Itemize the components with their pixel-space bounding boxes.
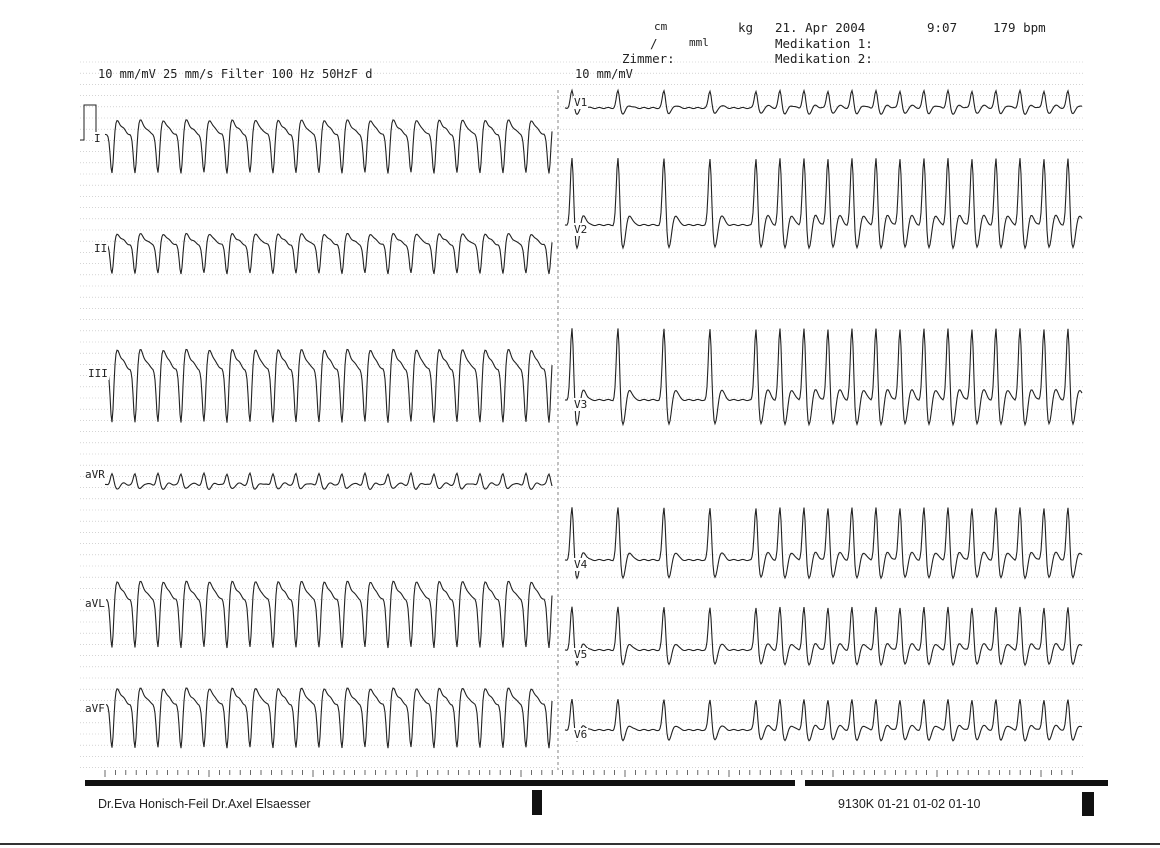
unit-mml: mml [689, 36, 709, 49]
lead-label-v6: V6 [574, 728, 588, 741]
slash-mark: / [650, 36, 658, 51]
physician-names: Dr.Eva Honisch-Feil Dr.Axel Elsaesser [98, 797, 311, 811]
lead-label-i: I [94, 132, 101, 145]
medication-1: Medikation 1: [775, 36, 873, 51]
lead-trace-iii [105, 350, 552, 423]
record-date: 21. Apr 2004 [775, 20, 866, 35]
footer-rule-right [805, 780, 1108, 786]
room-label: Zimmer: [622, 51, 675, 66]
lead-label-v5: V5 [574, 648, 588, 661]
settings-left: 10 mm/mV 25 mm/s Filter 100 Hz 50HzF d [98, 67, 373, 81]
lead-label-avl: aVL [85, 597, 105, 610]
lead-label-avr: aVR [85, 468, 105, 481]
height-unit: cm [654, 20, 668, 33]
footer-marker-left [532, 790, 542, 815]
lead-trace-v1 [565, 90, 1082, 114]
device-code: 9130K 01-21 01-02 01-10 [838, 797, 981, 811]
medication-2: Medikation 2: [775, 51, 873, 66]
lead-label-v3: V3 [574, 398, 588, 411]
lead-trace-v4 [565, 507, 1082, 578]
settings-right: 10 mm/mV [575, 67, 633, 81]
lead-trace-v2 [565, 158, 1082, 248]
lead-label-v1: V1 [574, 96, 588, 109]
lead-label-avf: aVF [85, 702, 105, 715]
footer-marker-right [1082, 792, 1094, 816]
lead-trace-v3 [565, 328, 1082, 424]
lead-label-v2: V2 [574, 223, 588, 236]
lead-trace-avr [105, 473, 552, 490]
weight-unit: kg [738, 20, 754, 35]
page-edge-line [0, 843, 1160, 845]
lead-trace-v5 [565, 607, 1082, 665]
lead-trace-v6 [565, 699, 1082, 741]
lead-trace-i [105, 120, 552, 174]
footer-rule-left [85, 780, 795, 786]
lead-trace-ii [105, 234, 552, 275]
lead-label-v4: V4 [574, 558, 588, 571]
lead-label-iii: III [88, 367, 108, 380]
lead-label-ii: II [94, 242, 108, 255]
heart-rate: 179 bpm [993, 20, 1046, 35]
lead-trace-avf [105, 688, 552, 748]
record-time: 9:07 [927, 20, 958, 35]
lead-trace-avl [105, 581, 552, 648]
